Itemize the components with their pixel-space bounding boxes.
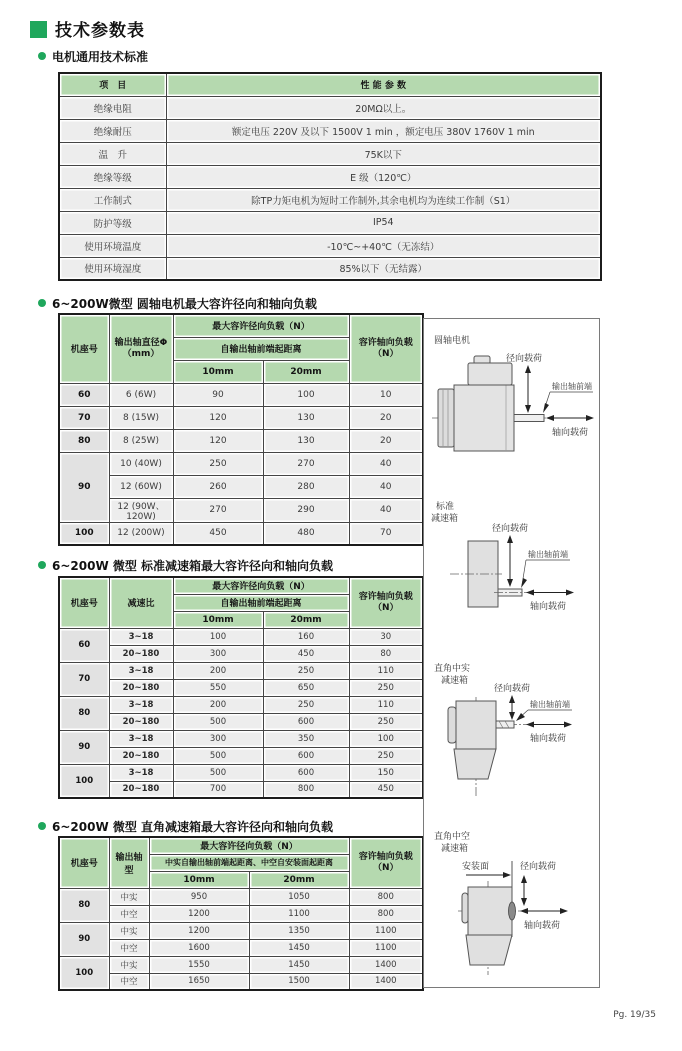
value-cell: 12 (90W、120W)	[109, 498, 173, 522]
section-title-standard-gearbox	[38, 557, 333, 574]
table-header-row	[59, 837, 423, 854]
value-cell: 250	[263, 662, 349, 679]
section-title-general	[38, 48, 148, 65]
header-line: （mm）	[122, 348, 160, 359]
general-standards-table	[58, 72, 602, 281]
column-header: 项 目	[59, 73, 166, 96]
column-header: 20mm	[263, 611, 349, 628]
shaft-type-cell: 中实	[109, 922, 149, 939]
value-cell: 250	[263, 696, 349, 713]
column-header: 输出轴型	[109, 837, 149, 888]
ratio-cell: 20~180	[109, 781, 173, 798]
diagram-label: 直角中空	[434, 832, 471, 842]
table-row	[59, 696, 423, 713]
value-cell: 260	[173, 475, 263, 498]
header-line: 输出轴直径Φ	[114, 337, 168, 348]
section-title-text: 6~200W 微型 标准减速箱最大容许径向和轴向负载	[52, 559, 334, 573]
column-header: 中实自输出轴前端起距离、中空自安装面起距离	[149, 854, 349, 871]
value-cell: 6 (6W)	[109, 383, 173, 406]
value-cell: 120	[173, 429, 263, 452]
column-header: 自输出轴前端起距离	[173, 594, 349, 611]
value-cell: 270	[263, 452, 349, 475]
table-row	[59, 973, 423, 990]
value-cell: 700	[173, 781, 263, 798]
value-cell: 110	[349, 696, 423, 713]
item-cell: 绝缘等级	[59, 165, 166, 188]
bullet-icon	[38, 52, 46, 60]
frame-number-cell: 100	[59, 764, 109, 798]
ratio-cell: 20~180	[109, 713, 173, 730]
value-cell: 200	[173, 696, 263, 713]
table-row	[59, 188, 601, 211]
ratio-cell: 3~18	[109, 662, 173, 679]
shaft-type-cell: 中空	[109, 905, 149, 922]
value-cell: 10 (40W)	[109, 452, 173, 475]
value-cell: 1400	[349, 973, 423, 990]
table-row	[59, 429, 423, 452]
axial-load-arrow	[520, 908, 568, 914]
axial-load-arrow	[526, 590, 574, 596]
item-cell: 温 升	[59, 142, 166, 165]
leader-arrow	[543, 392, 593, 413]
value-cell: 270	[173, 498, 263, 522]
round-shaft-load-table	[58, 313, 424, 546]
value-cell: 10	[349, 383, 423, 406]
right-angle-solid-gearbox-diagram	[424, 657, 599, 809]
standard-gearbox-diagram	[424, 495, 599, 653]
diagram-label: 直角中实	[434, 664, 471, 674]
column-header: 最大容许径向负载（N）	[173, 577, 349, 594]
column-header: 20mm	[249, 871, 349, 888]
value-cell: 600	[263, 747, 349, 764]
gearbox-body	[462, 887, 516, 965]
column-header	[349, 577, 423, 628]
section-title-text: 6~200W 微型 直角减速箱最大容许径向和轴向负载	[52, 820, 334, 834]
diagram-label: 圆轴电机	[434, 336, 471, 346]
shaft-front-end-label: 输出轴前端	[528, 550, 568, 559]
value-cell: 75K以下	[166, 142, 601, 165]
value-cell: 20	[349, 429, 423, 452]
frame-number-cell: 80	[59, 888, 109, 922]
frame-number-cell: 80	[59, 696, 109, 730]
mounting-face-label: 安装面	[462, 862, 490, 872]
diagram-label: 减速箱	[441, 676, 469, 686]
column-header: 机座号	[59, 837, 109, 888]
value-cell: 1500	[249, 973, 349, 990]
table-row	[59, 645, 423, 662]
bullet-icon	[38, 822, 46, 830]
value-cell: 250	[349, 713, 423, 730]
frame-number-cell: 90	[59, 452, 109, 522]
value-cell: 650	[263, 679, 349, 696]
value-cell: 1550	[149, 956, 249, 973]
table-row	[59, 888, 423, 905]
table-row	[59, 662, 423, 679]
axial-load-label: 轴向载荷	[524, 921, 561, 931]
gearbox-body	[448, 701, 514, 779]
value-cell: 70	[349, 522, 423, 545]
ratio-cell: 20~180	[109, 645, 173, 662]
value-cell: 1350	[249, 922, 349, 939]
frame-number-cell: 60	[59, 628, 109, 662]
value-cell: 100	[173, 628, 263, 645]
value-cell: 85%以下（无结露）	[166, 257, 601, 280]
ratio-cell: 3~18	[109, 628, 173, 645]
table-row	[59, 475, 423, 498]
table-row	[59, 142, 601, 165]
section-title-round-shaft	[38, 295, 317, 312]
value-cell: 250	[173, 452, 263, 475]
table-row	[59, 956, 423, 973]
value-cell: 1100	[249, 905, 349, 922]
shaft-front-end-label: 输出轴前端	[552, 382, 592, 391]
axial-load-arrow	[546, 415, 594, 421]
axial-load-arrow	[526, 722, 572, 728]
frame-number-cell: 70	[59, 406, 109, 429]
value-cell: 1600	[149, 939, 249, 956]
diagram-label: 减速箱	[431, 514, 459, 524]
shaft-type-cell: 中空	[109, 939, 149, 956]
bullet-icon	[38, 561, 46, 569]
value-cell: 800	[349, 905, 423, 922]
table-row	[59, 939, 423, 956]
column-header: 性 能 参 数	[166, 73, 601, 96]
page-title-text: 技术参数表	[55, 21, 145, 41]
column-header: 最大容许径向负载（N）	[173, 314, 349, 337]
frame-number-cell: 70	[59, 662, 109, 696]
item-cell: 工作制式	[59, 188, 166, 211]
value-cell: 600	[263, 713, 349, 730]
value-cell: 8 (15W)	[109, 406, 173, 429]
value-cell: IP54	[166, 211, 601, 234]
section-title-text: 6~200W微型 圆轴电机最大容许径向和轴向负载	[52, 297, 317, 311]
value-cell: 450	[349, 781, 423, 798]
axial-load-label: 轴向载荷	[552, 428, 589, 438]
value-cell: 12 (60W)	[109, 475, 173, 498]
right-angle-hollow-gearbox-diagram	[424, 825, 599, 983]
header-line: 容许轴向负载	[358, 851, 413, 862]
value-cell: E 级（120℃）	[166, 165, 601, 188]
radial-load-arrow	[525, 365, 531, 413]
header-line: （N）	[372, 602, 399, 613]
diagram-label: 减速箱	[441, 844, 469, 854]
value-cell: 280	[263, 475, 349, 498]
value-cell: 800	[349, 888, 423, 905]
value-cell: 450	[173, 522, 263, 545]
value-cell: 20	[349, 406, 423, 429]
frame-number-cell: 60	[59, 383, 109, 406]
header-line: （N）	[372, 862, 399, 873]
value-cell: 200	[173, 662, 263, 679]
value-cell: 1200	[149, 905, 249, 922]
table-row	[59, 96, 601, 119]
value-cell: 350	[263, 730, 349, 747]
column-header: 最大容许径向负载（N）	[149, 837, 349, 854]
radial-load-label: 径向载荷	[493, 684, 531, 694]
value-cell: 1450	[249, 939, 349, 956]
value-cell: 160	[263, 628, 349, 645]
value-cell: 480	[263, 522, 349, 545]
table-row	[59, 211, 601, 234]
value-cell: 1050	[249, 888, 349, 905]
column-header: 20mm	[263, 360, 349, 383]
section-title-text: 电机通用技术标准	[52, 50, 149, 64]
value-cell: 20MΩ以上。	[166, 96, 601, 119]
value-cell: 950	[149, 888, 249, 905]
value-cell: 250	[349, 747, 423, 764]
axial-load-label: 轴向载荷	[530, 602, 567, 612]
frame-number-cell: 90	[59, 922, 109, 956]
value-cell: 130	[263, 406, 349, 429]
shaft-type-cell: 中实	[109, 888, 149, 905]
ratio-cell: 3~18	[109, 730, 173, 747]
table-row	[59, 522, 423, 545]
item-cell: 使用环境湿度	[59, 257, 166, 280]
value-cell: 8 (25W)	[109, 429, 173, 452]
hollow-bore	[509, 902, 516, 920]
table-row	[59, 165, 601, 188]
diagram-panel	[423, 318, 600, 988]
value-cell: 250	[349, 679, 423, 696]
value-cell: 500	[173, 713, 263, 730]
table-row	[59, 781, 423, 798]
value-cell: 100	[349, 730, 423, 747]
value-cell: 300	[173, 730, 263, 747]
ratio-cell: 20~180	[109, 747, 173, 764]
radial-load-arrow	[507, 535, 513, 587]
shaft-front-end-label: 输出轴前端	[530, 700, 570, 709]
ratio-cell: 3~18	[109, 696, 173, 713]
value-cell: 290	[263, 498, 349, 522]
value-cell: 40	[349, 452, 423, 475]
table-row	[59, 406, 423, 429]
table-row	[59, 679, 423, 696]
column-header	[109, 314, 173, 383]
value-cell: 300	[173, 645, 263, 662]
table-row	[59, 730, 423, 747]
frame-number-cell: 90	[59, 730, 109, 764]
axial-load-label: 轴向载荷	[530, 734, 567, 744]
table-header-row	[59, 314, 423, 337]
table-row	[59, 764, 423, 781]
frame-number-cell: 100	[59, 522, 109, 545]
shaft-type-cell: 中实	[109, 956, 149, 973]
value-cell: 40	[349, 498, 423, 522]
value-cell: 100	[263, 383, 349, 406]
table-row	[59, 922, 423, 939]
table-header-row	[59, 73, 601, 96]
value-cell: 30	[349, 628, 423, 645]
column-header: 10mm	[149, 871, 249, 888]
item-cell: 防护等级	[59, 211, 166, 234]
radial-load-label: 径向载荷	[491, 524, 529, 534]
leader-arrow	[516, 710, 572, 721]
value-cell: 1650	[149, 973, 249, 990]
value-cell: -10℃~+40℃（无冻结）	[166, 234, 601, 257]
table-row	[59, 234, 601, 257]
value-cell: 12 (200W)	[109, 522, 173, 545]
radial-load-arrow	[509, 695, 515, 720]
bullet-icon	[38, 299, 46, 307]
item-cell: 绝缘电阻	[59, 96, 166, 119]
value-cell: 550	[173, 679, 263, 696]
column-header	[349, 314, 423, 383]
table-row	[59, 119, 601, 142]
radial-load-label: 径向载荷	[505, 354, 543, 364]
value-cell: 450	[263, 645, 349, 662]
green-square-icon	[30, 21, 47, 38]
frame-number-cell: 100	[59, 956, 109, 990]
frame-number-cell: 80	[59, 429, 109, 452]
table-row	[59, 498, 423, 522]
value-cell: 500	[173, 747, 263, 764]
header-line: 容许轴向负载	[358, 337, 413, 348]
column-header: 机座号	[59, 314, 109, 383]
value-cell: 1200	[149, 922, 249, 939]
round-shaft-motor-diagram	[424, 323, 599, 489]
value-cell: 1100	[349, 922, 423, 939]
column-header: 自输出轴前端起距离	[173, 337, 349, 360]
value-cell: 600	[263, 764, 349, 781]
value-cell: 800	[263, 781, 349, 798]
table-row	[59, 452, 423, 475]
item-cell: 使用环境温度	[59, 234, 166, 257]
ratio-cell: 20~180	[109, 679, 173, 696]
header-line: 容许轴向负载	[358, 591, 413, 602]
value-cell: 除TP力矩电机为短时工作制外,其余电机均为连续工作制（S1）	[166, 188, 601, 211]
table-row	[59, 713, 423, 730]
radial-load-arrow	[521, 875, 527, 906]
column-header: 10mm	[173, 611, 263, 628]
value-cell: 80	[349, 645, 423, 662]
leader-arrow	[521, 560, 570, 588]
value-cell: 额定电压 220V 及以下 1500V 1 min ，额定电压 380V 1760V 1 min	[166, 119, 601, 142]
value-cell: 500	[173, 764, 263, 781]
radial-load-label: 径向载荷	[520, 862, 557, 872]
value-cell: 1100	[349, 939, 423, 956]
value-cell: 130	[263, 429, 349, 452]
table-row	[59, 747, 423, 764]
page-title	[30, 16, 145, 41]
standard-gearbox-load-table	[58, 576, 424, 799]
value-cell: 1400	[349, 956, 423, 973]
value-cell: 120	[173, 406, 263, 429]
value-cell: 110	[349, 662, 423, 679]
table-row	[59, 628, 423, 645]
value-cell: 90	[173, 383, 263, 406]
table-row	[59, 905, 423, 922]
section-title-right-angle-gearbox	[38, 818, 333, 835]
column-header: 10mm	[173, 360, 263, 383]
header-line: （N）	[372, 348, 399, 359]
item-cell: 绝缘耐压	[59, 119, 166, 142]
column-header: 减速比	[109, 577, 173, 628]
mounting-face-arrow	[466, 872, 511, 878]
value-cell: 150	[349, 764, 423, 781]
table-header-row	[59, 577, 423, 594]
column-header: 机座号	[59, 577, 109, 628]
footer-page-number: Pg. 19/35	[613, 1010, 656, 1020]
diagram-label: 标准	[436, 502, 455, 512]
value-cell: 1450	[249, 956, 349, 973]
right-angle-gearbox-load-table	[58, 836, 424, 991]
value-cell: 40	[349, 475, 423, 498]
ratio-cell: 3~18	[109, 764, 173, 781]
column-header	[349, 837, 423, 888]
table-row	[59, 257, 601, 280]
table-row	[59, 383, 423, 406]
shaft-type-cell: 中空	[109, 973, 149, 990]
